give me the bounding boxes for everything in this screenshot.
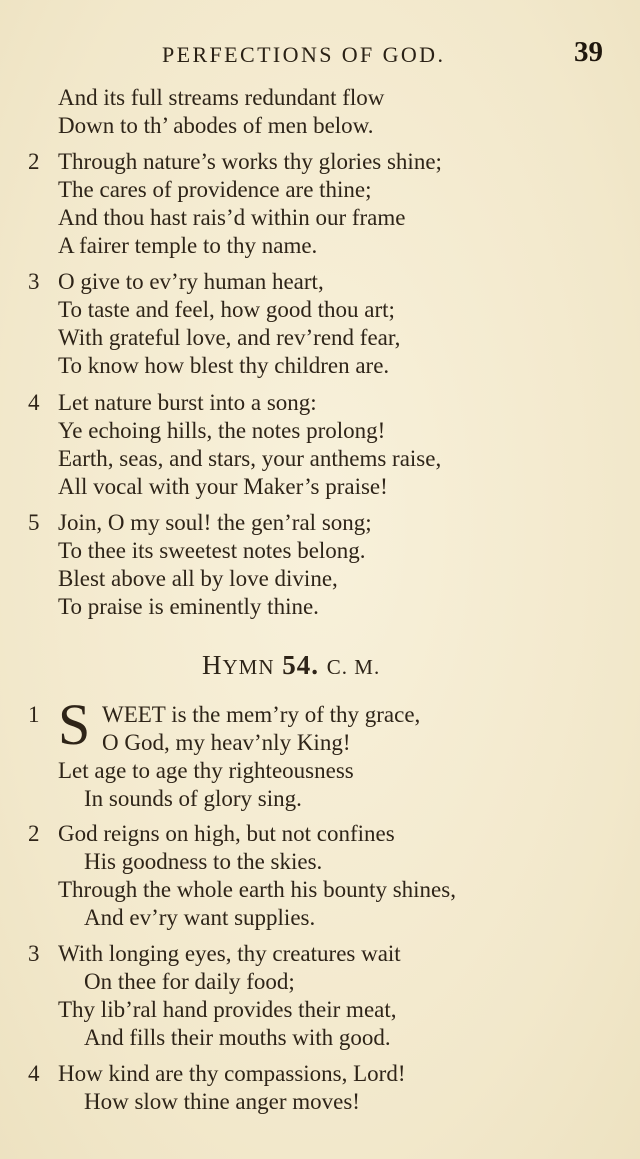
verse-line: Through nature’s works thy glories shine; xyxy=(58,149,442,174)
verse-line: Earth, seas, and stars, your anthems raise, xyxy=(58,446,442,471)
verse-line: Through the whole earth his bounty shines, xyxy=(58,877,456,902)
first-word-caps: WEET xyxy=(102,702,166,727)
hymn-heading xyxy=(202,650,380,681)
verse-line: Down to th’ abodes of men below. xyxy=(58,113,374,138)
verse-line: And its full streams redundant flow xyxy=(58,85,385,110)
verse-line: In sounds of glory sing. xyxy=(84,786,302,811)
verse-line: Thy lib’ral hand provides their meat, xyxy=(58,997,397,1022)
verse-number: 2 xyxy=(28,149,40,174)
verse-number: 3 xyxy=(28,941,40,966)
page-header xyxy=(0,36,640,72)
verse-number: 2 xyxy=(28,821,40,846)
verse-line: The cares of providence are thine; xyxy=(58,177,372,202)
verse-line-text: is the mem’ry of thy grace, xyxy=(171,702,421,727)
verse-line-first xyxy=(102,701,420,729)
hymn-label-initial: H xyxy=(202,650,223,680)
verse-line: All vocal with your Maker’s praise! xyxy=(58,474,388,499)
verse-line: To thee its sweetest notes belong. xyxy=(58,538,366,563)
verse-line: Let nature burst into a song: xyxy=(58,390,317,415)
verse-line: Let age to age thy righteousness xyxy=(58,758,354,783)
verse-line: And fills their mouths with good. xyxy=(84,1025,391,1050)
verse-line: O God, my heav’nly King! xyxy=(102,730,351,755)
verse-line: A fairer temple to thy name. xyxy=(58,233,318,258)
verse-line: Blest above all by love divine, xyxy=(58,566,338,591)
verse-line: And ev’ry want supplies. xyxy=(84,905,316,930)
verse-number: 4 xyxy=(28,1061,40,1086)
verse-line: On thee for daily food; xyxy=(84,969,295,994)
verse-line: O give to ev’ry human heart, xyxy=(58,269,324,294)
verse-line: His goodness to the skies. xyxy=(84,849,323,874)
verse-line: To know how blest thy children are. xyxy=(58,353,390,378)
verse-line: How kind are thy compassions, Lord! xyxy=(58,1061,406,1086)
verse-line: And thou hast rais’d within our frame xyxy=(58,205,406,230)
verse-number: 4 xyxy=(28,390,40,415)
verse-line: How slow thine anger moves! xyxy=(84,1089,360,1114)
verse-line: To praise is eminently thine. xyxy=(58,594,319,619)
page-number: 39 xyxy=(574,36,603,68)
hymn-meter: C. M. xyxy=(326,655,381,679)
drop-cap: S xyxy=(58,692,91,757)
verse-line: To taste and feel, how good thou art; xyxy=(58,297,395,322)
verse-line: With grateful love, and rev’rend fear, xyxy=(58,325,401,350)
hymn-number: 54. xyxy=(282,650,320,680)
verse-line: Ye echoing hills, the notes prolong! xyxy=(58,418,386,443)
verse-number: 3 xyxy=(28,269,40,294)
verse-line: With longing eyes, thy creatures wait xyxy=(58,941,401,966)
running-title: PERFECTIONS OF GOD. xyxy=(162,42,446,67)
verse-number: 5 xyxy=(28,510,40,535)
verse-line: Join, O my soul! the gen’ral song; xyxy=(58,510,372,535)
verse-line: God reigns on high, but not confines xyxy=(58,821,395,846)
hymn-label-rest: YMN xyxy=(222,655,275,679)
verse-number: 1 xyxy=(28,702,40,727)
